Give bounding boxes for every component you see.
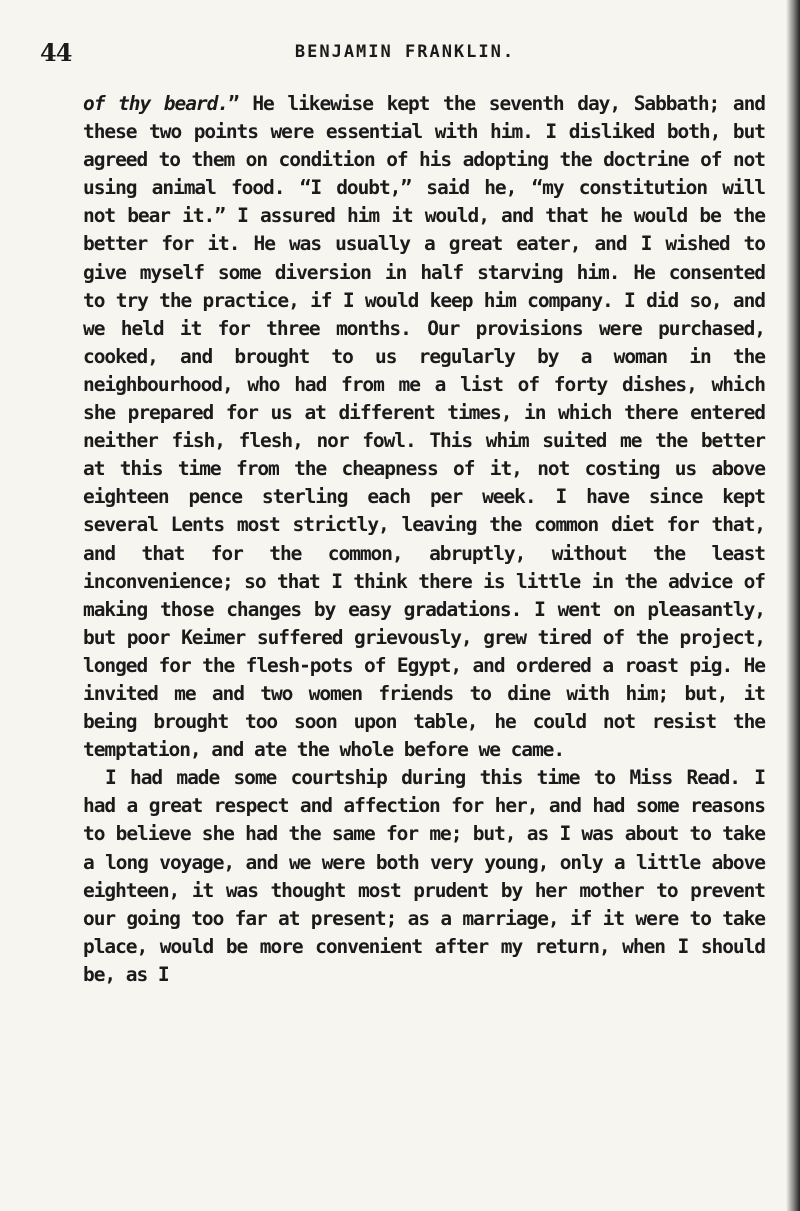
page-number: 44 [40, 38, 72, 67]
running-head: BENJAMIN FRANKLIN. [294, 42, 516, 62]
page-header [40, 38, 770, 68]
body-text [83, 90, 765, 989]
paragraph-1-italic-lead: of thy beard. [83, 92, 228, 115]
paragraph-1-text: ” He likewise kept the seventh day, Sabbath; and these two points were essential with him. I disliked both, but agreed to them on condition of his adopting the doctrine of not using animal food. “I doubt,” said he, “my constitution will not bear it.” I assured him it would, and that he would be the better for it. He was usually a great eater, and I wished to give myself some diversion in half starving him. He consented to try the practice, if I would keep him company. I did so, and we held it for three months. Our provisions were purchased, cooked, and brought to us regularly by a woman in the neighbourhood, who had from me a list of forty dishes, which she prepared for us at different times, in which there entered neither fish, flesh, nor fowl. This whim suited me the better at this time from the cheapness of it, not costing us above eighteen pence sterling each per week. I have since kept several Lents most strictly, leaving the common diet for that, and that for the common, abruptly, without the least inconvenience; so that I think there is little in the advice of making those changes by easy gradations. I went on pleasantly, but poor Keimer suffered grievously, grew tired of the project, longed for the flesh-pots of Egypt, and ordered a roast pig. He invited me and two women friends to dine with him; but, it being brought too soon upon table, he could not resist the temptation, and ate the whole before we came. [83, 92, 765, 762]
paragraph-1 [83, 90, 765, 764]
paragraph-2: I had made some courtship during this time to Miss Read. I had a great respect and affection for her, and had some reasons to believe she had the same for me; but, as I was about to take a long voyage, and we were both very young, only a little above eighteen, it was thought most prudent by her mother to prevent our going too far at present; as a marriage, if it were to take place, would be more convenient after my return, when I should be, as I [83, 766, 765, 986]
page-edge-shadow [786, 0, 800, 1211]
